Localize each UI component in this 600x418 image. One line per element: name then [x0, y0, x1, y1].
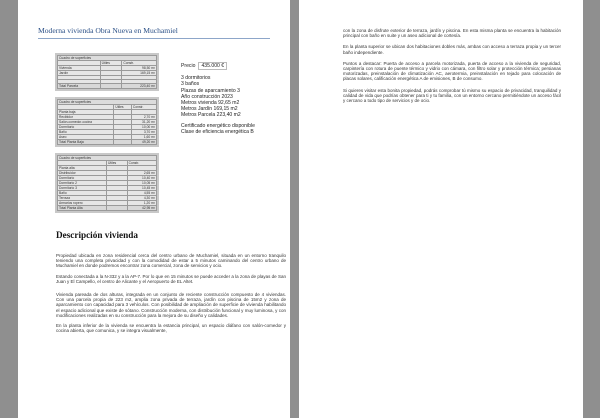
surface-table-3	[55, 153, 159, 213]
surface-table-1	[55, 53, 159, 91]
surface-tables	[55, 53, 159, 219]
table-cell: Total Planta Baja	[58, 140, 114, 145]
table-cell: Planta alta	[58, 166, 107, 171]
table-cell: 223,40 m²	[122, 84, 157, 89]
paragraph: Puntos a destacar: Puerta de acceso a parcela motorizada, puerta de acceso a la vivienda de seguridad, carpintería con rotura de puente térmico y vidrio con cámara, con filtro solar y protección térmica; persianas motorizadas, preinstalación de climatización AC, aerotermia, preinstalación en tejado para colocación de placas solares, calificación energética A de emisiones, B de consumo.	[343, 60, 561, 82]
surface-table-2	[55, 97, 159, 147]
table-cell: 4,55 m²	[127, 191, 156, 196]
spec-line: 3 baños	[181, 81, 200, 88]
spec-line: Metros Jardín 169,15 m2	[181, 106, 238, 113]
table-cell: 10,40 m²	[127, 176, 156, 181]
table-cell: 3,70 m²	[131, 130, 156, 135]
spec-line: Metros Parcela 223,40 m2	[181, 112, 241, 119]
paragraph: En la planta inferior de la vivienda se encuentra la estancia principal, un espacio diáfano con salón-comedor y cocina abierta, que comunica, y se integra visualmente,	[56, 323, 286, 334]
table-cell	[100, 84, 122, 89]
price-value: 435.000 €	[198, 62, 227, 70]
table-cell: 31,20 m²	[131, 120, 156, 125]
table-head: Útiles	[106, 161, 127, 166]
table-cell: Total Planta Alta	[58, 206, 107, 211]
table-cell: 4,30 m²	[127, 196, 156, 201]
description-left	[56, 253, 286, 338]
table-caption: Cuadro de superficies	[58, 56, 157, 61]
table-cell	[106, 206, 127, 211]
table-head: Útiles	[114, 105, 132, 110]
table-cell: Jardín	[58, 71, 101, 76]
spec-line: 3 dormitorios	[181, 75, 211, 82]
paragraph: En la planta superior se ubican dos habitaciones dobles más, ambas con acceso a terraza propia y un tercer baño independiente.	[343, 44, 561, 55]
table-cell: 98,50 m²	[122, 66, 157, 71]
table-caption: Cuadro de superficies	[58, 156, 157, 161]
document-title: Moderna vivienda Obra Nueva en Muchamiel	[38, 26, 178, 35]
table-cell: 2,70 m²	[131, 115, 156, 120]
table-cell: Dormitorio 2	[58, 181, 107, 186]
paragraph: con la zona de disfrute exterior de terraza, jardín y piscina. En esta misma planta se encuentra la habitación principal con baño en suite y un aseo adicional de cortesía.	[343, 28, 561, 39]
table-cell: 49,20 m²	[131, 140, 156, 145]
table-head: Constr.	[131, 105, 156, 110]
table-cell: Salón-comedor-cocina	[58, 120, 114, 125]
table-head: Constr.	[122, 61, 157, 66]
table-cell: 10,45 m²	[127, 186, 156, 191]
paragraph: Vivienda pareada de dos alturas, integrada en un conjunto de reciente construcción compuesto de 4 viviendas. Con una parcela propia de 223 m2, amplia zona privada de terraza, jardín con piscina de 15m2 y zona de aparcamiento con capacidad para 3 vehículos. Con posibilidad de ampliación de superficie de vivienda habilitando el espacio adicional que existe de sótano. Construcción moderna, con distribución funcional y muy luminosa, y con modificaciones realizadas en su construcción para la mejora de su diseño y calidades.	[56, 292, 286, 318]
price-row	[181, 62, 281, 70]
surface-table-upper-floor	[57, 155, 157, 211]
table-cell: Dormitorio 3	[58, 186, 107, 191]
table-cell: 42,95 m²	[127, 206, 156, 211]
table-cell: Baño	[58, 130, 114, 135]
table-cell: 10,05 m²	[127, 181, 156, 186]
paragraph: Estando conectada a la N-332 y a la AP-7. Por lo que en 15 minutos se puede acceder a la zona de playas de San Juan y El Campello, el centro de Alicante y el Aeropuerto de EL Altet.	[56, 273, 286, 284]
table-head: Útiles	[100, 61, 122, 66]
table-cell: Vivienda	[58, 66, 101, 71]
price-label: Precio	[181, 63, 196, 69]
table-cell: Dormitorio	[58, 125, 114, 130]
spec-line: Plazas de aparcamiento 3	[181, 87, 240, 94]
table-cell	[114, 140, 132, 145]
paragraph: Si quieres visitar esta bonita propiedad, podrás comprobar tú mismo su espacio de privacidad, tranquilidad y calidad de vida que podrías obtener para ti y tu familia, con un entorno cercano permitiéndote un acceso fácil y cercano a todo tipo de servicios y de ocio.	[343, 87, 561, 104]
table-cell: 2,65 m²	[127, 171, 156, 176]
table-cell: Baño	[58, 191, 107, 196]
energy-line: Certificado energético disponible	[181, 122, 255, 129]
table-cell: Distribuidor	[58, 171, 107, 176]
table-cell: Terraza	[58, 196, 107, 201]
table-cell: Recibidor	[58, 115, 114, 120]
description-right	[343, 28, 561, 109]
table-cell: Aseo	[58, 135, 114, 140]
table-cell: Dormitorio	[58, 176, 107, 181]
paragraph: Propiedad ubicada en zona residencial cerca del centro urbano de Muchamiel, situada en un entorno tranquilo teniendo una completa privacidad y con la comodidad de estar a 5 minutos caminando del centro urbano de Muchamiel en donde podremos encontrar zona comercial, zona de servicios y ocio.	[56, 253, 286, 269]
section-title: Descripción vivienda	[56, 230, 138, 240]
page-1[interactable]	[18, 0, 290, 418]
energy-line: Clase de eficiencia energética B	[181, 128, 254, 135]
table-cell: 1,60 m²	[131, 135, 156, 140]
table-cell: 1,20 m²	[127, 201, 156, 206]
title-rule	[38, 38, 270, 39]
table-caption: Cuadro de superficies	[58, 100, 157, 105]
table-cell: Total Parcela	[58, 84, 101, 89]
table-cell: Planta baja	[58, 110, 114, 115]
table-head: Constr.	[127, 161, 156, 166]
table-cell: 169,15 m²	[122, 71, 157, 76]
table-cell: Armarios ropero	[58, 201, 107, 206]
spec-line: Año construcción 2023	[181, 93, 233, 100]
surface-table-ground-floor	[57, 99, 157, 145]
property-specs	[181, 62, 281, 135]
spec-line: Metros vivienda 92,65 m2	[181, 100, 240, 107]
surface-table-overall	[57, 55, 157, 89]
table-cell: 10,00 m²	[131, 125, 156, 130]
